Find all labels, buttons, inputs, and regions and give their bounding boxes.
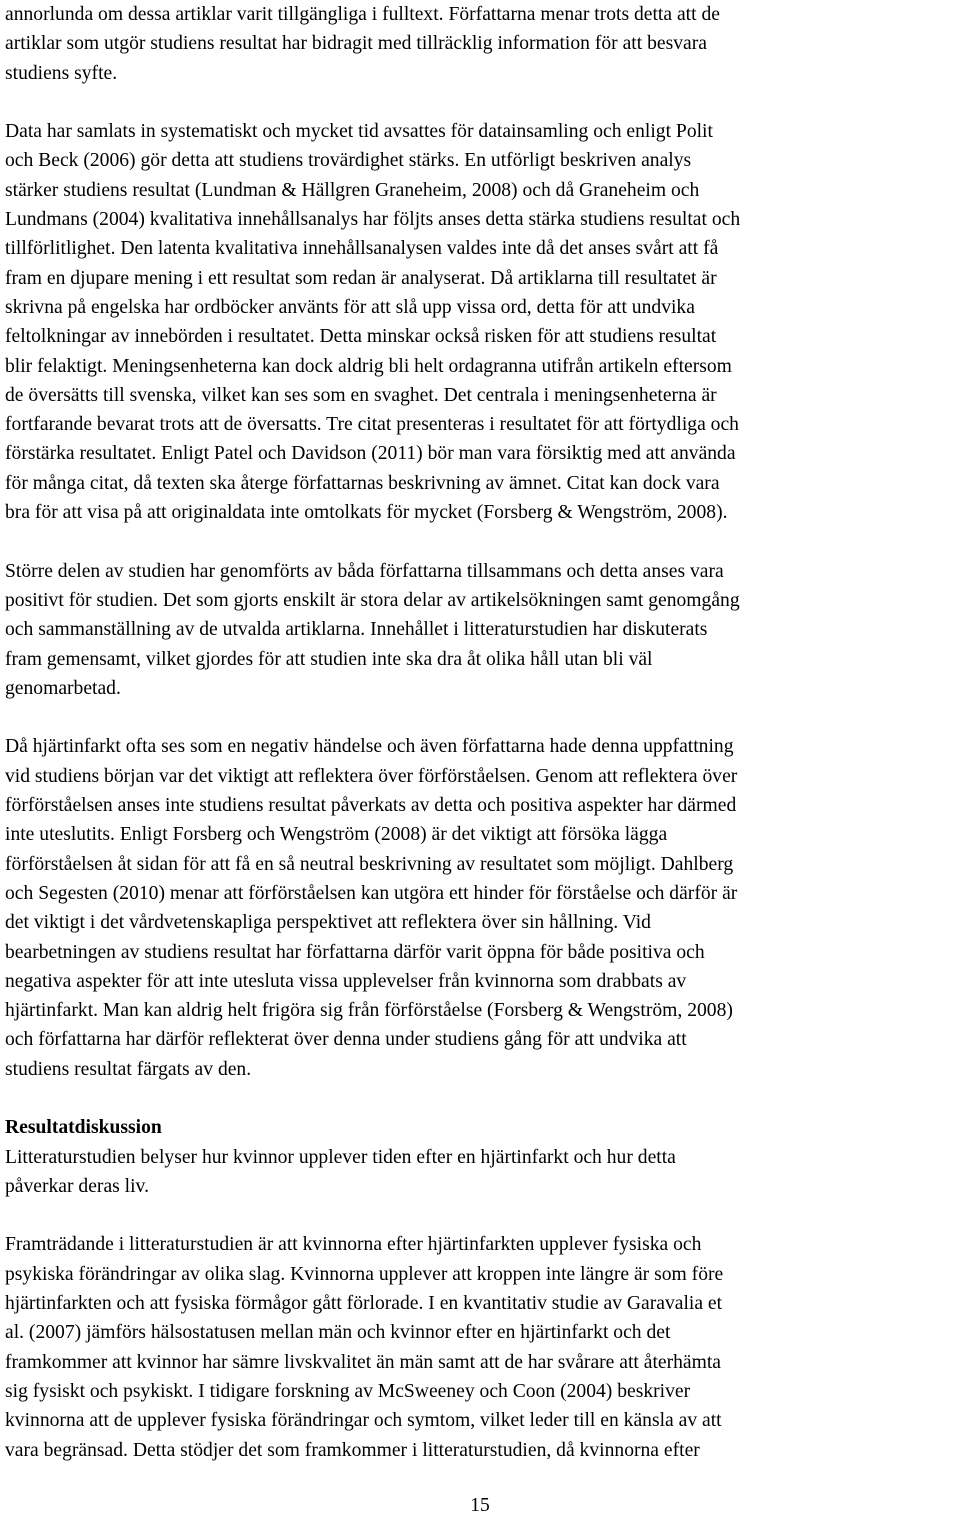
- text-line: negativa aspekter för att inte utesluta vissa upplevelser från kvinnorna som drabbats av: [5, 970, 687, 992]
- text-line: studiens syfte.: [5, 62, 118, 84]
- text-line: hjärtinfarkt. Man kan aldrig helt frigöra sig från förförståelse (Forsberg & Wengström, 2008): [5, 1000, 733, 1022]
- paragraph-gap: [5, 703, 957, 732]
- text-line: och författarna har därför reflekterat över denna under studiens gång för att undvika att: [5, 1029, 687, 1051]
- text-line: artiklar som utgör studiens resultat har bidragit med tillräcklig information för att besvara: [5, 33, 707, 55]
- paragraph-availability: [5, 0, 957, 88]
- text-line: kvinnorna att de upplever fysiska förändringar och symtom, vilket leder till en känsla av att: [5, 1410, 722, 1432]
- text-line: för många citat, då texten ska återge författarnas beskrivning av ämnet. Citat kan dock vara: [5, 472, 720, 494]
- paragraph-data-collection: [5, 117, 957, 527]
- text-line: Då hjärtinfarkt ofta ses som en negativ händelse och även författarna hade denna uppfattning: [5, 736, 734, 758]
- text-line: al. (2007) jämförs hälsostatusen mellan män och kvinnor efter en hjärtinfarkt och det: [5, 1322, 671, 1344]
- text-line: vid studiens början var det viktigt att reflektera över förförståelsen. Genom att reflektera över: [5, 765, 738, 787]
- text-line: vara begränsad. Detta stödjer det som framkommer i litteraturstudien, då kvinnorna efter: [5, 1439, 700, 1461]
- text-line: Framträdande i litteraturstudien är att kvinnorna efter hjärtinfarkten upplever fysiska och: [5, 1234, 702, 1256]
- paragraph-preunderstanding: [5, 732, 957, 1084]
- paragraph-gap: [5, 1201, 957, 1230]
- paragraph-gap: [5, 88, 957, 117]
- text-line: och Beck (2006) gör detta att studiens trovärdighet stärks. En utförligt beskriven analys: [5, 150, 692, 172]
- text-line: genomarbetad.: [5, 677, 121, 699]
- text-line: påverkar deras liv.: [5, 1175, 149, 1197]
- text-line: annorlunda om dessa artiklar varit tillgängliga i fulltext. Författarna menar trots detta att de: [5, 4, 720, 25]
- text-line: inte uteslutits. Enligt Forsberg och Wengström (2008) är det viktigt att försöka lägga: [5, 824, 668, 846]
- text-line: framkommer att kvinnor har sämre livskvalitet än män samt att de har svårare att återhämta: [5, 1351, 721, 1373]
- section-intro: [5, 1143, 957, 1202]
- text-line: Större delen av studien har genomförts av båda författarna tillsammans och detta anses vara: [5, 560, 724, 582]
- text-line: förförståelsen åt sidan för att få en så neutral beskrivning av resultatet som möjligt. Dahlberg: [5, 853, 734, 875]
- text-line: sig fysiskt och psykiskt. I tidigare forskning av McSweeney och Coon (2004) beskriver: [5, 1380, 691, 1402]
- text-line: fram gemensamt, vilket gjordes för att studien inte ska dra åt olika håll utan bli väl: [5, 648, 653, 670]
- paragraph-gap: [5, 1084, 957, 1113]
- text-line: bearbetningen av studiens resultat har författarna därför varit öppna för både positiva och: [5, 941, 705, 963]
- text-line: stärker studiens resultat (Lundman & Hällgren Graneheim, 2008) och då Graneheim och: [5, 179, 700, 201]
- text-line: Lundmans (2004) kvalitativa innehållsanalys har följts anses detta stärka studiens resultat och: [5, 209, 741, 231]
- text-line: förstärka resultatet. Enligt Patel och Davidson (2011) bör man vara försiktig med att använda: [5, 443, 736, 465]
- text-line: fram en djupare mening i ett resultat som redan är analyserat. Då artiklarna till resultatet är: [5, 267, 717, 289]
- text-line: fortfarande bevarat trots att de översatts. Tre citat presenteras i resultatet för att förtydliga och: [5, 414, 739, 436]
- text-line: och sammanställning av de utvalda artiklarna. Innehållet i litteraturstudien har diskuterats: [5, 619, 708, 641]
- text-line: feltolkningar av innebörden i resultatet. Detta minskar också risken för att studiens resultat: [5, 326, 717, 348]
- text-line: tillförlitlighet. Den latenta kvalitativa innehållsanalysen valdes inte då det anses svårt att få: [5, 238, 719, 260]
- text-line: skrivna på engelska har ordböcker använts för att slå upp vissa ord, detta för att undvika: [5, 296, 695, 318]
- paragraph-collaboration: [5, 557, 957, 703]
- section-heading: Resultatdiskussion: [5, 1117, 162, 1139]
- text-line: och Segesten (2010) menar att förförståelsen kan utgöra ett hinder för förståelse och därför är: [5, 882, 738, 904]
- text-line: blir felaktigt. Meningsenheterna kan dock aldrig bli helt ordagranna utifrån artikeln eftersom: [5, 355, 732, 377]
- text-line: positivt för studien. Det som gjorts enskilt är stora delar av artikelsökningen samt genomgång: [5, 589, 740, 611]
- text-line: de översätts till svenska, vilket kan ses som en svaghet. Det centrala i meningsenheterna är: [5, 384, 717, 406]
- page-number: 15: [470, 1495, 490, 1516]
- text-line: förförståelsen anses inte studiens resultat påverkats av detta och positiva aspekter har därmed: [5, 795, 737, 817]
- text-line: Litteraturstudien belyser hur kvinnor upplever tiden efter en hjärtinfarkt och hur detta: [5, 1146, 676, 1168]
- section-paragraph: [5, 1230, 957, 1464]
- document-page: [5, 0, 957, 1465]
- text-line: hjärtinfarkten och att fysiska förmågor gått förlorade. I en kvantitativ studie av Garavalia et: [5, 1293, 723, 1315]
- text-line: det viktigt i det vårdvetenskapliga perspektivet att reflektera över sin hållning. Vid: [5, 912, 651, 934]
- text-line: Data har samlats in systematiskt och mycket tid avsattes för datainsamling och enligt Polit: [5, 121, 713, 143]
- text-line: studiens resultat färgats av den.: [5, 1058, 252, 1080]
- text-line: psykiska förändringar av olika slag. Kvinnorna upplever att kroppen inte längre är som före: [5, 1263, 724, 1285]
- paragraph-gap: [5, 527, 957, 556]
- text-line: bra för att visa på att originaldata inte omtolkats för mycket (Forsberg & Wengström, 2008).: [5, 502, 728, 524]
